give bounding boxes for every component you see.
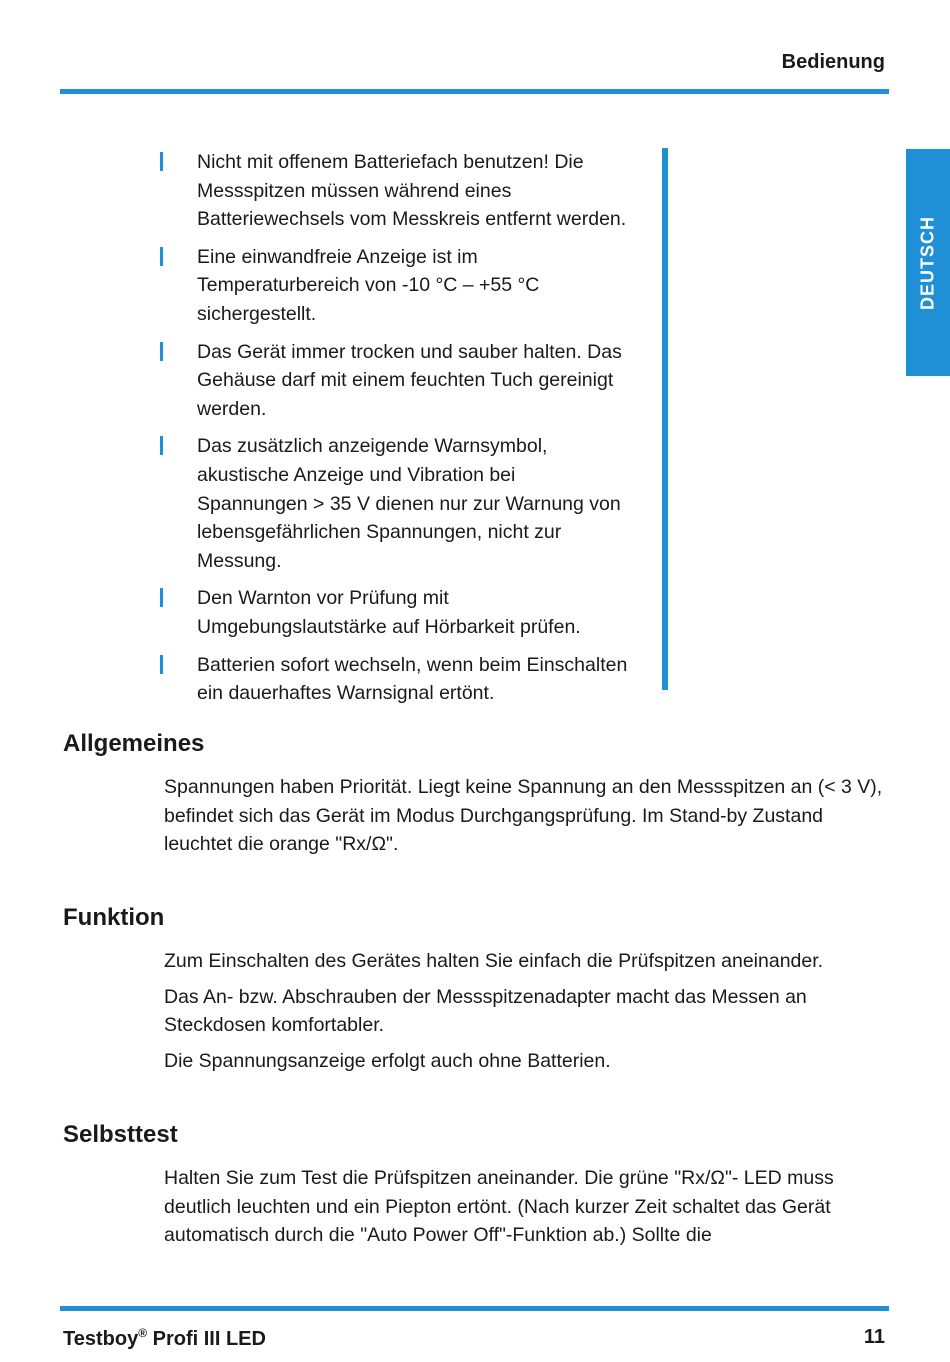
page-number: 11 — [863, 1326, 885, 1348]
language-tab-label: DEUTSCH — [917, 215, 938, 310]
header-rule — [60, 89, 889, 94]
section-body-selbsttest — [164, 1164, 889, 1257]
section-body-allgemeines — [164, 773, 889, 866]
warning-text: Den Warnton vor Prüfung mit Umgebungslautstärke auf Hörbarkeit prüfen. — [197, 587, 581, 638]
language-tab — [906, 149, 950, 376]
warning-item — [160, 432, 630, 575]
warning-item — [160, 148, 630, 234]
warning-item — [160, 651, 630, 708]
warning-box-rule — [662, 148, 668, 690]
paragraph: Spannungen haben Priorität. Liegt keine Spannung an den Messspitzen an (< 3 V), befindet sich das Gerät im Modus Durchgangsprüfung. Im Stand-by Zustand leuchtet die orange "Rx/Ω". — [164, 776, 883, 856]
footer-rule — [60, 1306, 889, 1311]
paragraph: Zum Einschalten des Gerätes halten Sie einfach die Prüfspitzen aneinander. — [164, 950, 824, 972]
warning-text: Nicht mit offenem Batteriefach benutzen! Die Messspitzen müssen während eines Batteriewechsels vom Messkreis entfernt werden. — [197, 151, 627, 231]
warning-text: Batterien sofort wechseln, wenn beim Einschalten ein dauerhaftes Warnsignal ertönt. — [197, 653, 628, 705]
warning-item — [160, 584, 630, 641]
paragraph: Das An- bzw. Abschrauben der Messspitzenadapter macht das Messen an Steckdosen komfortabler. — [164, 985, 807, 1037]
footer-model: Profi III LED — [147, 1328, 266, 1350]
warning-item — [160, 338, 630, 424]
section-heading-allgemeines: Allgemeines — [63, 730, 205, 757]
warning-text: Das Gerät immer trocken und sauber halten. Das Gehäuse darf mit einem feuchten Tuch gereinigt werden. — [197, 340, 622, 420]
bullet-bar-icon — [160, 247, 163, 266]
section-heading-selbsttest: Selbsttest — [63, 1121, 178, 1148]
running-header: Bedienung — [781, 51, 885, 73]
bullet-bar-icon — [160, 436, 163, 455]
bullet-bar-icon — [160, 152, 163, 171]
section-body-funktion — [164, 947, 889, 1082]
section-heading-funktion: Funktion — [63, 904, 165, 931]
safety-warning-box — [160, 148, 670, 705]
warning-text: Eine einwandfreie Anzeige ist im Temperaturbereich von -10 °C – +55 °C sichergestellt. — [197, 245, 540, 325]
warning-list — [160, 148, 630, 708]
warning-item — [160, 243, 630, 329]
paragraph: Die Spannungsanzeige erfolgt auch ohne Batterien. — [164, 1049, 611, 1072]
paragraph: Halten Sie zum Test die Prüfspitzen aneinander. Die grüne "Rx/Ω"- LED muss deutlich leuchten und ein Piepton ertönt. (Nach kurzer Zeit schaltet das Gerät automatisch durch die "Auto Power Off"-Funktion ab.) Sollte die — [164, 1167, 834, 1247]
bullet-bar-icon — [160, 342, 163, 361]
bullet-bar-icon — [160, 655, 163, 674]
bullet-bar-icon — [160, 588, 163, 607]
registered-mark: ® — [138, 1326, 148, 1340]
footer-product-name — [63, 1326, 266, 1351]
warning-text: Das zusätzlich anzeigende Warnsymbol, akustische Anzeige und Vibration bei Spannungen > 35 V dienen nur zur Warnung von lebensgefährlichen Spannungen, nicht zur Messung. — [197, 435, 621, 572]
footer-brand: Testboy — [63, 1328, 139, 1350]
